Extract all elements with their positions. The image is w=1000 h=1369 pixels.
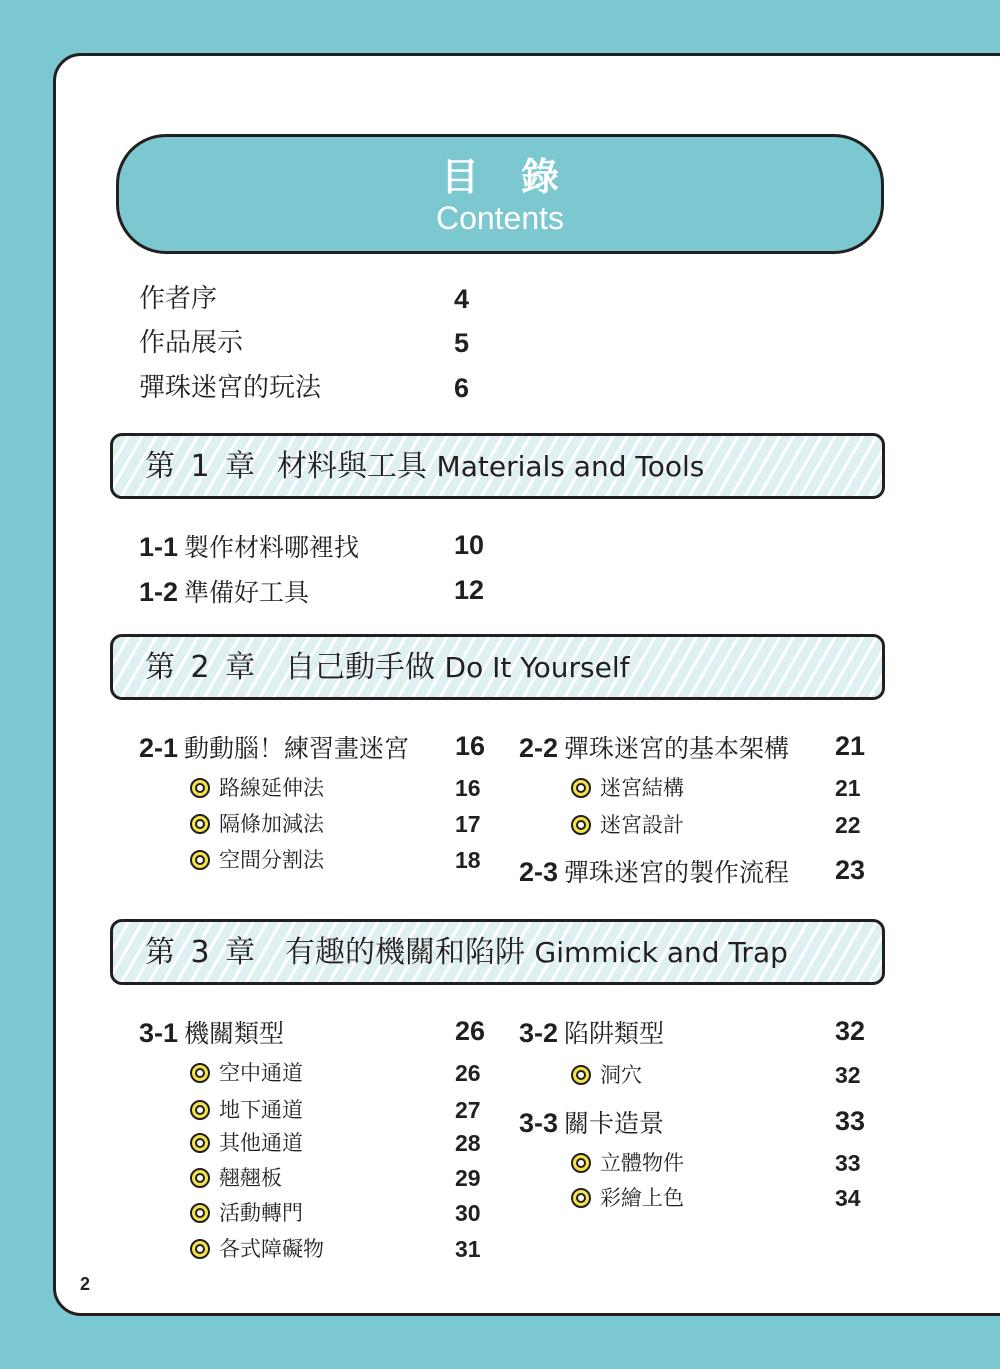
bullet-ring-icon — [571, 1065, 591, 1085]
section-number: 1-1 — [139, 532, 179, 562]
section-page: 12 — [454, 575, 485, 605]
section-3-3[interactable] — [519, 1104, 664, 1140]
section-label: 機關類型 — [184, 1019, 285, 1048]
section-number: 3-2 — [519, 1018, 559, 1048]
subsection-label: 空中通道 — [219, 1061, 303, 1085]
subsection-page: 16 — [455, 775, 481, 801]
title-chinese: 目錄 — [440, 155, 601, 199]
bullet-ring-icon — [190, 1239, 210, 1259]
section-label: 關卡造景 — [564, 1109, 665, 1138]
section-page: 32 — [835, 1016, 866, 1046]
subsection-page: 32 — [835, 1062, 861, 1088]
chapter-title — [285, 651, 630, 685]
chapter-title-zh: 自己動手做 — [285, 650, 435, 685]
subsection-label: 地下通道 — [219, 1098, 303, 1122]
subsection-label: 各式障礙物 — [219, 1237, 324, 1261]
bullet-ring-icon — [190, 1133, 210, 1153]
subsection-label: 隔條加減法 — [219, 812, 324, 836]
subsection-label: 彩繪上色 — [600, 1186, 684, 1210]
subsection-page: 31 — [455, 1236, 481, 1262]
chapter-number: 第 1 章 — [145, 449, 259, 484]
section-page: 33 — [835, 1106, 866, 1136]
subsection-item[interactable] — [571, 812, 684, 838]
section-number: 3-3 — [519, 1108, 559, 1138]
subsection-item[interactable] — [190, 811, 324, 837]
subsection-label: 迷宮結構 — [600, 776, 684, 800]
section-page: 10 — [454, 530, 485, 560]
contents-title-banner — [116, 134, 884, 254]
section-3-2[interactable] — [519, 1014, 664, 1050]
section-number: 2-2 — [519, 733, 559, 763]
section-label: 陷阱類型 — [564, 1019, 665, 1048]
toc-entry-page: 6 — [454, 373, 470, 403]
section-label: 準備好工具 — [184, 578, 310, 607]
chapter-title-zh: 材料與工具 — [277, 449, 427, 484]
bullet-ring-icon — [571, 1153, 591, 1173]
subsection-page: 34 — [835, 1185, 861, 1211]
chapter-1-header[interactable] — [110, 433, 885, 499]
bullet-ring-icon — [571, 778, 591, 798]
subsection-page: 26 — [455, 1060, 481, 1086]
bullet-ring-icon — [190, 1100, 210, 1120]
subsection-label: 洞穴 — [600, 1063, 642, 1087]
bullet-ring-icon — [190, 1063, 210, 1083]
subsection-label: 空間分割法 — [219, 848, 324, 872]
subsection-label: 迷宮設計 — [600, 813, 684, 837]
section-page: 16 — [455, 731, 486, 761]
chapter-title-zh: 有趣的機關和陷阱 — [285, 935, 525, 970]
subsection-label: 活動轉門 — [219, 1201, 303, 1225]
chapter-title-en: Materials and Tools — [436, 450, 705, 483]
subsection-label: 其他通道 — [219, 1131, 303, 1155]
subsection-item[interactable] — [571, 775, 684, 801]
toc-entry-label[interactable]: 彈珠迷宮的玩法 — [139, 373, 322, 403]
bullet-ring-icon — [571, 815, 591, 835]
bullet-ring-icon — [190, 1203, 210, 1223]
subsection-item[interactable] — [571, 1062, 642, 1088]
toc-entry-label[interactable]: 作品展示 — [139, 328, 244, 358]
subsection-page: 27 — [455, 1097, 481, 1123]
section-2-2[interactable] — [519, 729, 789, 765]
bullet-ring-icon — [190, 850, 210, 870]
subsection-item[interactable] — [190, 775, 324, 801]
toc-entry-page: 4 — [454, 284, 470, 314]
subsection-label: 立體物件 — [600, 1151, 684, 1175]
subsection-item[interactable] — [571, 1150, 684, 1176]
section-page: 23 — [835, 855, 866, 885]
subsection-page: 28 — [455, 1130, 481, 1156]
section-1-1[interactable] — [139, 528, 359, 564]
subsection-page: 30 — [455, 1200, 481, 1226]
section-number: 2-1 — [139, 733, 179, 763]
section-label: 彈珠迷宮的製作流程 — [564, 858, 790, 887]
section-1-2[interactable] — [139, 573, 309, 609]
chapter-title-en: Do It Yourself — [444, 651, 630, 684]
chapter-title-en: Gimmick and Trap — [534, 936, 788, 969]
bullet-ring-icon — [190, 1168, 210, 1188]
subsection-page: 22 — [835, 812, 861, 838]
subsection-item[interactable] — [190, 1200, 303, 1226]
subsection-item[interactable] — [190, 1060, 303, 1086]
subsection-item[interactable] — [571, 1185, 684, 1211]
chapter-number: 第 3 章 — [145, 935, 259, 970]
subsection-label: 翹翹板 — [219, 1166, 282, 1190]
chapter-title — [285, 936, 788, 970]
subsection-page: 29 — [455, 1165, 481, 1191]
section-2-1[interactable] — [139, 729, 409, 765]
subsection-item[interactable] — [190, 1165, 282, 1191]
section-label: 動動腦！練習畫迷宮 — [184, 734, 410, 763]
subsection-page: 17 — [455, 811, 481, 837]
subsection-item[interactable] — [190, 1130, 303, 1156]
subsection-item[interactable] — [190, 847, 324, 873]
page-number: 2 — [80, 1274, 91, 1294]
section-label: 彈珠迷宮的基本架構 — [564, 734, 790, 763]
chapter-number: 第 2 章 — [145, 650, 259, 685]
subsection-item[interactable] — [190, 1236, 324, 1262]
subsection-item[interactable] — [190, 1097, 303, 1123]
section-number: 3-1 — [139, 1018, 179, 1048]
subsection-page: 21 — [835, 775, 861, 801]
toc-entry-label[interactable]: 作者序 — [139, 284, 218, 314]
chapter-2-header[interactable] — [110, 634, 885, 700]
section-2-3[interactable] — [519, 853, 789, 889]
bullet-ring-icon — [571, 1188, 591, 1208]
section-page: 21 — [835, 731, 866, 761]
section-number: 2-3 — [519, 857, 559, 887]
toc-entry-page: 5 — [454, 328, 470, 358]
chapter-title — [277, 450, 704, 484]
bullet-ring-icon — [190, 778, 210, 798]
section-number: 1-2 — [139, 577, 179, 607]
subsection-label: 路線延伸法 — [219, 776, 324, 800]
chapter-3-header[interactable] — [110, 919, 885, 985]
subsection-page: 18 — [455, 847, 481, 873]
section-label: 製作材料哪裡找 — [184, 533, 360, 562]
bullet-ring-icon — [190, 814, 210, 834]
section-3-1[interactable] — [139, 1014, 284, 1050]
section-page: 26 — [455, 1016, 486, 1046]
subsection-page: 33 — [835, 1150, 861, 1176]
title-english: Contents — [435, 200, 565, 236]
